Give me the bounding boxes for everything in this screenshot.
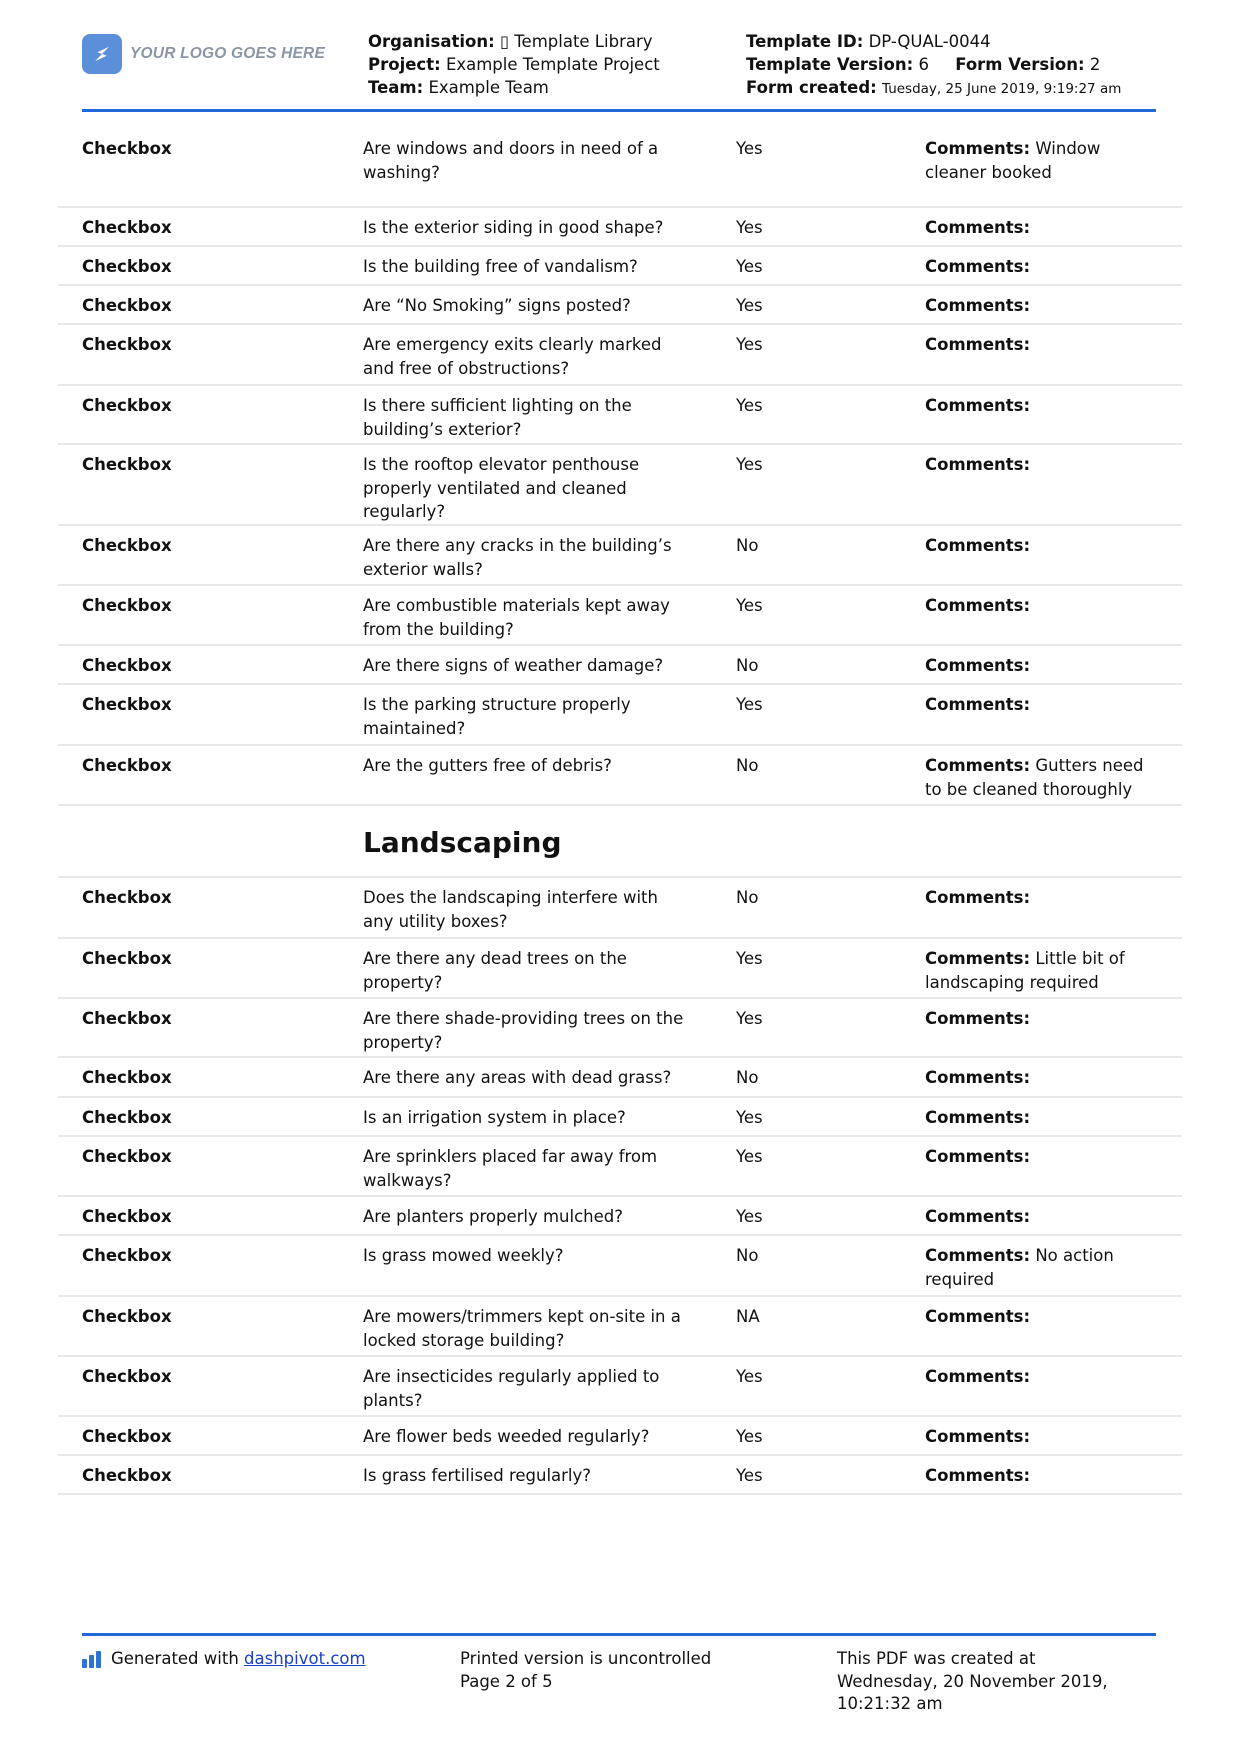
item-type: Checkbox <box>82 1108 172 1127</box>
comments-label: Comments: <box>925 1307 1031 1326</box>
item-type: Checkbox <box>82 1427 172 1446</box>
item-comments <box>925 1365 1155 1389</box>
created-line-1: This PDF was created at <box>837 1649 1036 1668</box>
template-version-value: 6 <box>918 55 929 74</box>
comment-text: Gutters need to be cleaned thoroughly <box>925 756 1144 799</box>
item-question: Are there shade-providing trees on the property? <box>363 1009 684 1052</box>
item-comments <box>925 1066 1155 1090</box>
item-question: Are mowers/trimmers kept on-site in a locked storage building? <box>363 1307 681 1350</box>
dashpivot-icon <box>82 1650 103 1668</box>
header-org-info <box>368 30 660 99</box>
item-type: Checkbox <box>82 1367 172 1386</box>
template-id-label: Template ID: <box>746 32 864 51</box>
comment-text: No action required <box>925 1246 1114 1289</box>
item-type: Checkbox <box>82 218 172 237</box>
item-type: Checkbox <box>82 257 172 276</box>
item-type: Checkbox <box>82 656 172 675</box>
item-comments <box>925 216 1155 240</box>
item-type: Checkbox <box>82 1246 172 1265</box>
item-question: Are emergency exits clearly marked and free of obstructions? <box>363 335 662 378</box>
table-row <box>58 1456 1182 1495</box>
item-type: Checkbox <box>82 455 172 474</box>
team-value: Example Team <box>428 78 549 97</box>
form-version-value: 2 <box>1089 55 1101 74</box>
item-question: Are there any cracks in the building’s exterior walls? <box>363 536 672 579</box>
item-answer: Yes <box>736 296 763 315</box>
comments-label: Comments: <box>925 656 1031 675</box>
table-row <box>58 1297 1182 1357</box>
item-question: Is the building free of vandalism? <box>363 257 638 276</box>
item-question: Are the gutters free of debris? <box>363 756 612 775</box>
comments-label: Comments: <box>925 296 1031 315</box>
team-label: Team: <box>368 78 424 97</box>
project-value: Example Template Project <box>445 55 660 74</box>
item-comments <box>925 1464 1155 1488</box>
item-question: Is the rooftop elevator penthouse properly ventilated and cleaned regularly? <box>363 455 640 521</box>
item-comments <box>925 534 1155 558</box>
item-answer: No <box>736 656 759 675</box>
item-answer: Yes <box>736 455 763 474</box>
item-answer: No <box>736 888 759 907</box>
item-type: Checkbox <box>82 695 172 714</box>
item-answer: Yes <box>736 1466 763 1485</box>
comments-label: Comments: <box>925 1068 1031 1087</box>
comments-label: Comments: <box>925 1207 1031 1226</box>
item-answer: Yes <box>736 1367 763 1386</box>
item-question: Is grass fertilised regularly? <box>363 1466 592 1485</box>
item-question: Are combustible materials kept away from the building? <box>363 596 670 639</box>
item-type: Checkbox <box>82 296 172 315</box>
comments-label: Comments: <box>925 1466 1031 1485</box>
item-type: Checkbox <box>82 536 172 555</box>
dashpivot-link[interactable]: dashpivot.com <box>244 1649 366 1668</box>
created-line-2: Wednesday, 20 November 2019, <box>837 1671 1108 1691</box>
item-comments <box>925 693 1155 717</box>
item-comments <box>925 333 1155 357</box>
item-question: Is the exterior siding in good shape? <box>363 218 664 237</box>
item-type: Checkbox <box>82 1307 172 1326</box>
comments-label: Comments: <box>925 257 1031 276</box>
item-comments <box>925 594 1155 618</box>
item-question: Are flower beds weeded regularly? <box>363 1427 650 1446</box>
item-type: Checkbox <box>82 596 172 615</box>
item-comments <box>925 1205 1155 1229</box>
item-answer: Yes <box>736 1108 763 1127</box>
table-row <box>58 208 1182 247</box>
item-answer: Yes <box>736 695 763 714</box>
table-row <box>58 445 1182 526</box>
item-type: Checkbox <box>82 888 172 907</box>
project-label: Project: <box>368 55 441 74</box>
item-comments <box>925 1145 1155 1169</box>
logo <box>82 34 325 74</box>
table-row <box>58 586 1182 646</box>
organisation-label: Organisation: <box>368 32 495 51</box>
comments-label: Comments: <box>925 596 1031 615</box>
comments-label: Comments: <box>925 1427 1031 1446</box>
item-type: Checkbox <box>82 1147 172 1166</box>
table-row <box>58 1197 1182 1236</box>
header-template-info <box>746 30 1121 101</box>
item-answer: Yes <box>736 949 763 968</box>
item-question: Are windows and doors in need of a washing? <box>363 139 659 182</box>
comments-label: Comments: <box>925 1147 1031 1166</box>
item-question: Is an irrigation system in place? <box>363 1108 626 1127</box>
comments-label: Comments: <box>925 139 1031 158</box>
item-answer: Yes <box>736 257 763 276</box>
item-question: Are there signs of weather damage? <box>363 656 664 675</box>
comment-text: Little bit of landscaping required <box>925 949 1125 992</box>
item-answer: Yes <box>736 139 763 158</box>
item-question: Are sprinklers placed far away from walkways? <box>363 1147 658 1190</box>
item-answer: Yes <box>736 218 763 237</box>
footer-generated <box>82 1648 366 1671</box>
footer-created-info <box>837 1648 1137 1716</box>
item-answer: Yes <box>736 1147 763 1166</box>
section-title: Landscaping <box>363 826 562 859</box>
logo-icon <box>82 34 122 74</box>
comments-label: Comments: <box>925 335 1031 354</box>
table-row <box>58 746 1182 806</box>
item-comments <box>925 255 1155 279</box>
footer-print-info <box>460 1648 711 1693</box>
comments-label: Comments: <box>925 218 1031 237</box>
form-created-label: Form created: <box>746 78 877 97</box>
table-row <box>58 139 1182 208</box>
template-id-value: DP-QUAL-0044 <box>868 32 991 51</box>
page-number: Page 2 of 5 <box>460 1671 553 1691</box>
comments-label: Comments: <box>925 756 1031 775</box>
item-answer: No <box>736 756 759 775</box>
item-question: Is grass mowed weekly? <box>363 1246 564 1265</box>
item-comments <box>925 453 1155 477</box>
comments-label: Comments: <box>925 536 1031 555</box>
item-comments <box>925 294 1155 318</box>
item-type: Checkbox <box>82 949 172 968</box>
table-row <box>58 247 1182 286</box>
item-question: Does the landscaping interfere with any utility boxes? <box>363 888 658 931</box>
table-row <box>58 1236 1182 1297</box>
item-comments <box>925 886 1155 910</box>
header-divider <box>82 109 1156 112</box>
created-line-3: 10:21:32 am <box>837 1694 943 1713</box>
comments-label: Comments: <box>925 396 1031 415</box>
item-answer: Yes <box>736 1427 763 1446</box>
table-row <box>58 646 1182 685</box>
table-row <box>58 878 1182 939</box>
table-row <box>58 1417 1182 1456</box>
table-row <box>58 325 1182 386</box>
item-answer: Yes <box>736 1009 763 1028</box>
table-row <box>58 1098 1182 1137</box>
item-answer: No <box>736 1068 759 1087</box>
form-version-label: Form Version: <box>955 55 1085 74</box>
table-row <box>58 386 1182 445</box>
template-version-label: Template Version: <box>746 55 914 74</box>
item-answer: No <box>736 1246 759 1265</box>
table-row <box>58 685 1182 746</box>
comments-label: Comments: <box>925 695 1031 714</box>
item-comments <box>925 1007 1155 1031</box>
checklist-table <box>58 139 1182 1495</box>
table-row <box>58 526 1182 586</box>
item-answer: No <box>736 536 759 555</box>
item-question: Are there any dead trees on the property? <box>363 949 627 992</box>
footer-divider <box>82 1633 1156 1636</box>
item-answer: Yes <box>736 1207 763 1226</box>
item-comments <box>925 947 1155 994</box>
item-question: Are insecticides regularly applied to plants? <box>363 1367 660 1410</box>
organisation-value: ▯ Template Library <box>499 32 653 51</box>
comments-label: Comments: <box>925 455 1031 474</box>
table-row <box>58 286 1182 325</box>
item-question: Are “No Smoking” signs posted? <box>363 296 631 315</box>
item-comments <box>925 1305 1155 1329</box>
item-type: Checkbox <box>82 1207 172 1226</box>
checklist-section-landscaping <box>58 878 1182 1495</box>
item-type: Checkbox <box>82 1466 172 1485</box>
table-row <box>58 1357 1182 1417</box>
table-row <box>58 939 1182 999</box>
item-question: Is the parking structure properly maintained? <box>363 695 631 738</box>
item-answer: NA <box>736 1307 760 1326</box>
item-answer: Yes <box>736 596 763 615</box>
comment-text: Window cleaner booked <box>925 139 1101 182</box>
page-header <box>82 30 1162 112</box>
item-type: Checkbox <box>82 139 172 158</box>
item-answer: Yes <box>736 335 763 354</box>
item-question: Are there any areas with dead grass? <box>363 1068 672 1087</box>
comments-label: Comments: <box>925 1108 1031 1127</box>
item-type: Checkbox <box>82 1068 172 1087</box>
item-comments <box>925 1244 1155 1291</box>
comments-label: Comments: <box>925 1009 1031 1028</box>
item-comments <box>925 654 1155 678</box>
logo-text: YOUR LOGO GOES HERE <box>130 45 325 62</box>
item-question: Is there sufficient lighting on the building’s exterior? <box>363 396 632 439</box>
item-type: Checkbox <box>82 1009 172 1028</box>
item-answer: Yes <box>736 396 763 415</box>
table-row <box>58 1137 1182 1197</box>
item-comments <box>925 137 1155 184</box>
generated-prefix: Generated with <box>111 1649 239 1668</box>
item-comments <box>925 1106 1155 1130</box>
form-created-value: Tuesday, 25 June 2019, 9:19:27 am <box>882 81 1122 97</box>
comments-label: Comments: <box>925 1246 1031 1265</box>
table-row <box>58 1058 1182 1098</box>
uncontrolled-note: Printed version is uncontrolled <box>460 1649 712 1668</box>
item-question: Are planters properly mulched? <box>363 1207 623 1226</box>
item-comments <box>925 394 1155 418</box>
table-row <box>58 999 1182 1058</box>
comments-label: Comments: <box>925 949 1031 968</box>
comments-label: Comments: <box>925 888 1031 907</box>
item-type: Checkbox <box>82 335 172 354</box>
checklist-section-building <box>58 139 1182 806</box>
item-type: Checkbox <box>82 396 172 415</box>
item-comments <box>925 1425 1155 1449</box>
section-header-row <box>58 806 1182 878</box>
item-type: Checkbox <box>82 756 172 775</box>
item-comments <box>925 754 1155 801</box>
comments-label: Comments: <box>925 1367 1031 1386</box>
